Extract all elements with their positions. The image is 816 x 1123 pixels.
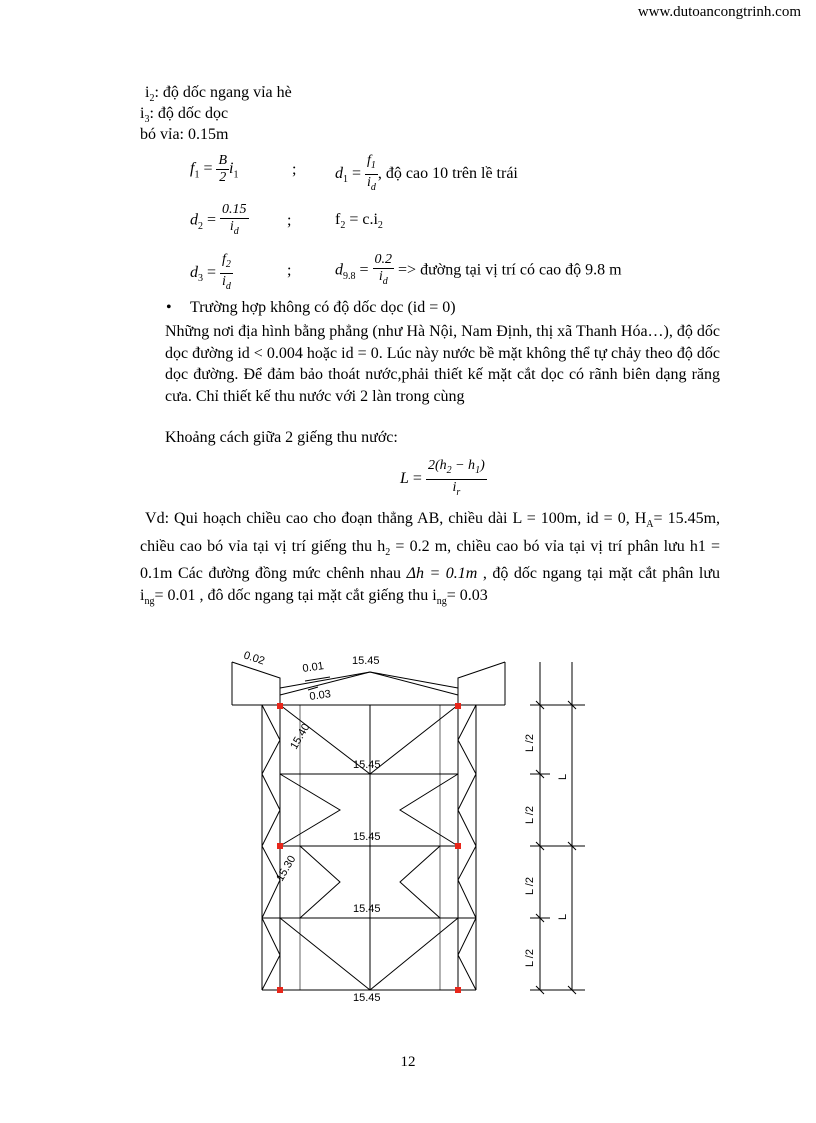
label-slope-003: 0.03 <box>308 688 332 703</box>
drain-marker <box>277 987 283 993</box>
formula-f2: $f_2 = c.i_2$ <box>335 211 383 232</box>
label-dim-half-1: L /2 <box>524 734 536 752</box>
def-curb: bó vỉa: 0.15m <box>140 126 229 143</box>
label-elev-row2: 15.45 <box>353 831 381 843</box>
example-paragraph: Vd: Qui hoạch chiều cao cho đoạn thẳng AB, chiều dài L = 100m, id = 0, $H_A= 15.45m$, chiều cao bó vỉa tại vị trí giếng thu $h_2 = 0.2$ m, chiều cao bó vỉa tại vị trí phân lưu h1 = 0.1m Các đường đồng mức chênh nhau Δh = 0.1m , độ dốc ngang tại mặt cắt phân lưu $i_{ng}= 0.01$ , đô dốc ngang tại mặt cắt giếng thu $i_{ng}= 0.03$ <box>140 510 721 608</box>
formula-L: L = $\frac{2(h_2 - h_1)}{i_r}$ <box>400 458 485 498</box>
label-dim-full-1: L <box>557 773 569 780</box>
label-slope-001: 0.01 <box>301 660 325 675</box>
label-elev-bottom: 15.45 <box>353 992 381 1004</box>
drain-marker <box>455 987 461 993</box>
page-number: 12 <box>400 1054 416 1070</box>
label-slope-002: 0.02 <box>242 649 267 668</box>
label-elev-row1: 15.45 <box>353 759 381 771</box>
drain-marker <box>455 703 461 709</box>
formula-d98: $d_{9.8}$ = $\frac{0.2}{i_d}$ => đường tại vị trí có cao độ 9.8 m <box>335 252 622 287</box>
formula-sep-1: ; <box>292 161 297 178</box>
paragraph-flat-terrain: Những nơi địa hình bằng phẳng (như Hà Nội, Nam Định, thị xã Thanh Hóa…), độ dốc dọc đường id < 0.004 hoặc id = 0. Lúc này nước bề mặt không thể tự chảy theo độ dốc dọc đường. Để đảm bảo thoát nước,phải thiết kế mặt cắt dọc có rãnh biên dạng răng cưa. Chỉ thiết kế thu nước với 2 làn trong cùng <box>165 323 720 405</box>
formula-sep-3: ; <box>287 262 292 279</box>
bullet-text: Trường hợp không có độ dốc dọc (id = 0) <box>190 299 456 316</box>
label-elev-diag2: 15.30 <box>274 853 299 884</box>
label-elev-top: 15.45 <box>352 655 380 667</box>
label-elev-diag1: 15.40 <box>288 721 313 752</box>
label-dim-half-4: L /2 <box>524 949 536 967</box>
drain-marker <box>277 703 283 709</box>
label-elev-row3: 15.45 <box>353 903 381 915</box>
label-dim-half-2: L /2 <box>524 806 536 824</box>
bullet-dot: • <box>166 299 172 316</box>
paragraph-distance: Khoảng cách giữa 2 giếng thu nước: <box>165 429 398 446</box>
def-i3: $i_3$: độ dốc dọc <box>140 105 229 126</box>
formula-d1: $d_1$ = $\frac{f_1}{i_d}$ , độ cao 10 trên lề trái <box>335 153 518 193</box>
formula-sep-2: ; <box>287 212 292 229</box>
formula-f1: $f_1$ = $\frac{B}{2}$ $i_1$ <box>190 153 239 185</box>
drain-marker <box>277 843 283 849</box>
formula-d3: $d_3$ = $\frac{f_2}{i_d}$ <box>190 252 231 292</box>
def-i2: $i_2$: độ dốc ngang vỉa hè <box>145 84 292 105</box>
drain-marker <box>455 843 461 849</box>
formula-d2: $d_2$ = $\frac{0.15}{i_d}$ <box>190 202 247 237</box>
label-dim-half-3: L /2 <box>524 877 536 895</box>
header-website: www.dutoancongtrinh.com <box>637 4 801 20</box>
label-dim-full-2: L <box>557 913 569 920</box>
